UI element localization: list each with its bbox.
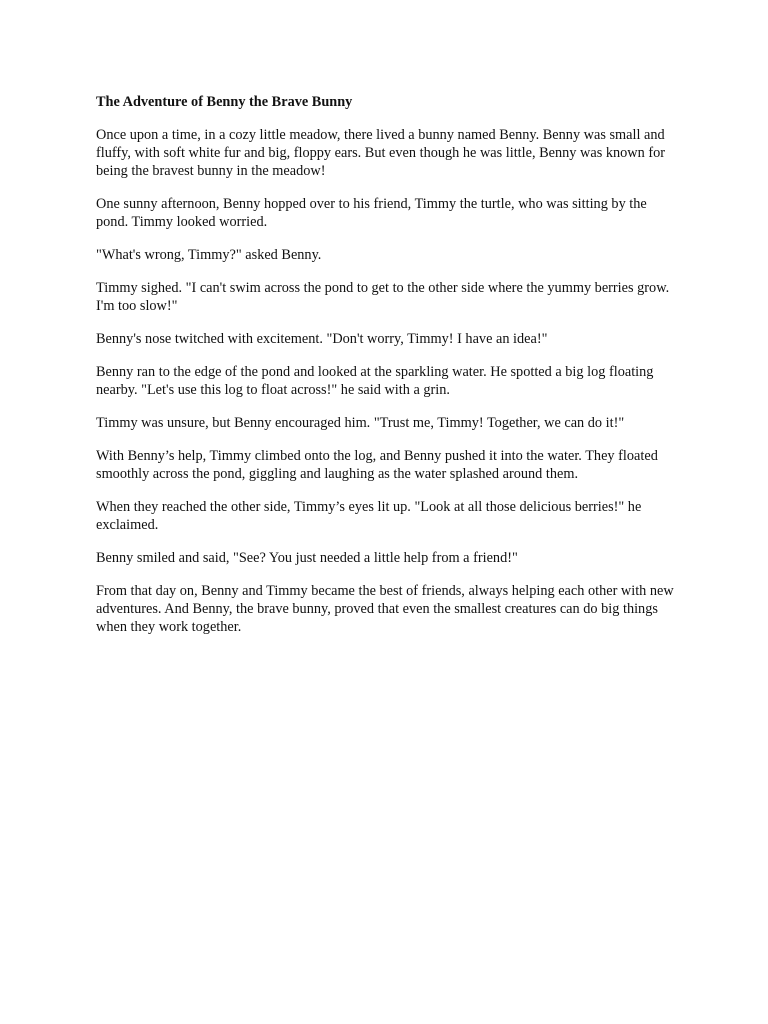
- document-title: The Adventure of Benny the Brave Bunny: [96, 94, 353, 110]
- story-paragraph: From that day on, Benny and Timmy became the best of friends, always helping each other with new adventures. And Benny, the brave bunny, proved that even the smallest creatures can do big things when they work together.: [96, 583, 674, 635]
- story-paragraph: One sunny afternoon, Benny hopped over to his friend, Timmy the turtle, who was sitting by the pond. Timmy looked worried.: [96, 196, 647, 230]
- story-paragraph: Benny smiled and said, "See? You just needed a little help from a friend!": [96, 550, 518, 566]
- story-paragraph: Timmy was unsure, but Benny encouraged him. "Trust me, Timmy! Together, we can do it!": [96, 415, 625, 431]
- story-paragraph: With Benny’s help, Timmy climbed onto the log, and Benny pushed it into the water. They floated smoothly across the pond, giggling and laughing as the water splashed around them.: [96, 448, 658, 482]
- story-paragraph: "What's wrong, Timmy?" asked Benny.: [96, 247, 322, 263]
- story-paragraph: Benny's nose twitched with excitement. "Don't worry, Timmy! I have an idea!": [96, 331, 548, 347]
- document-body: [96, 93, 682, 651]
- story-paragraph: When they reached the other side, Timmy’s eyes lit up. "Look at all those delicious berries!" he exclaimed.: [96, 499, 642, 533]
- story-paragraph: Timmy sighed. "I can't swim across the pond to get to the other side where the yummy berries grow. I'm too slow!": [96, 280, 670, 314]
- story-paragraph: Once upon a time, in a cozy little meadow, there lived a bunny named Benny. Benny was small and fluffy, with soft white fur and big, floppy ears. But even though he was little, Benny was known for being the bravest bunny in the meadow!: [96, 127, 665, 179]
- story-paragraph: Benny ran to the edge of the pond and looked at the sparkling water. He spotted a big log floating nearby. "Let's use this log to float across!" he said with a grin.: [96, 364, 654, 398]
